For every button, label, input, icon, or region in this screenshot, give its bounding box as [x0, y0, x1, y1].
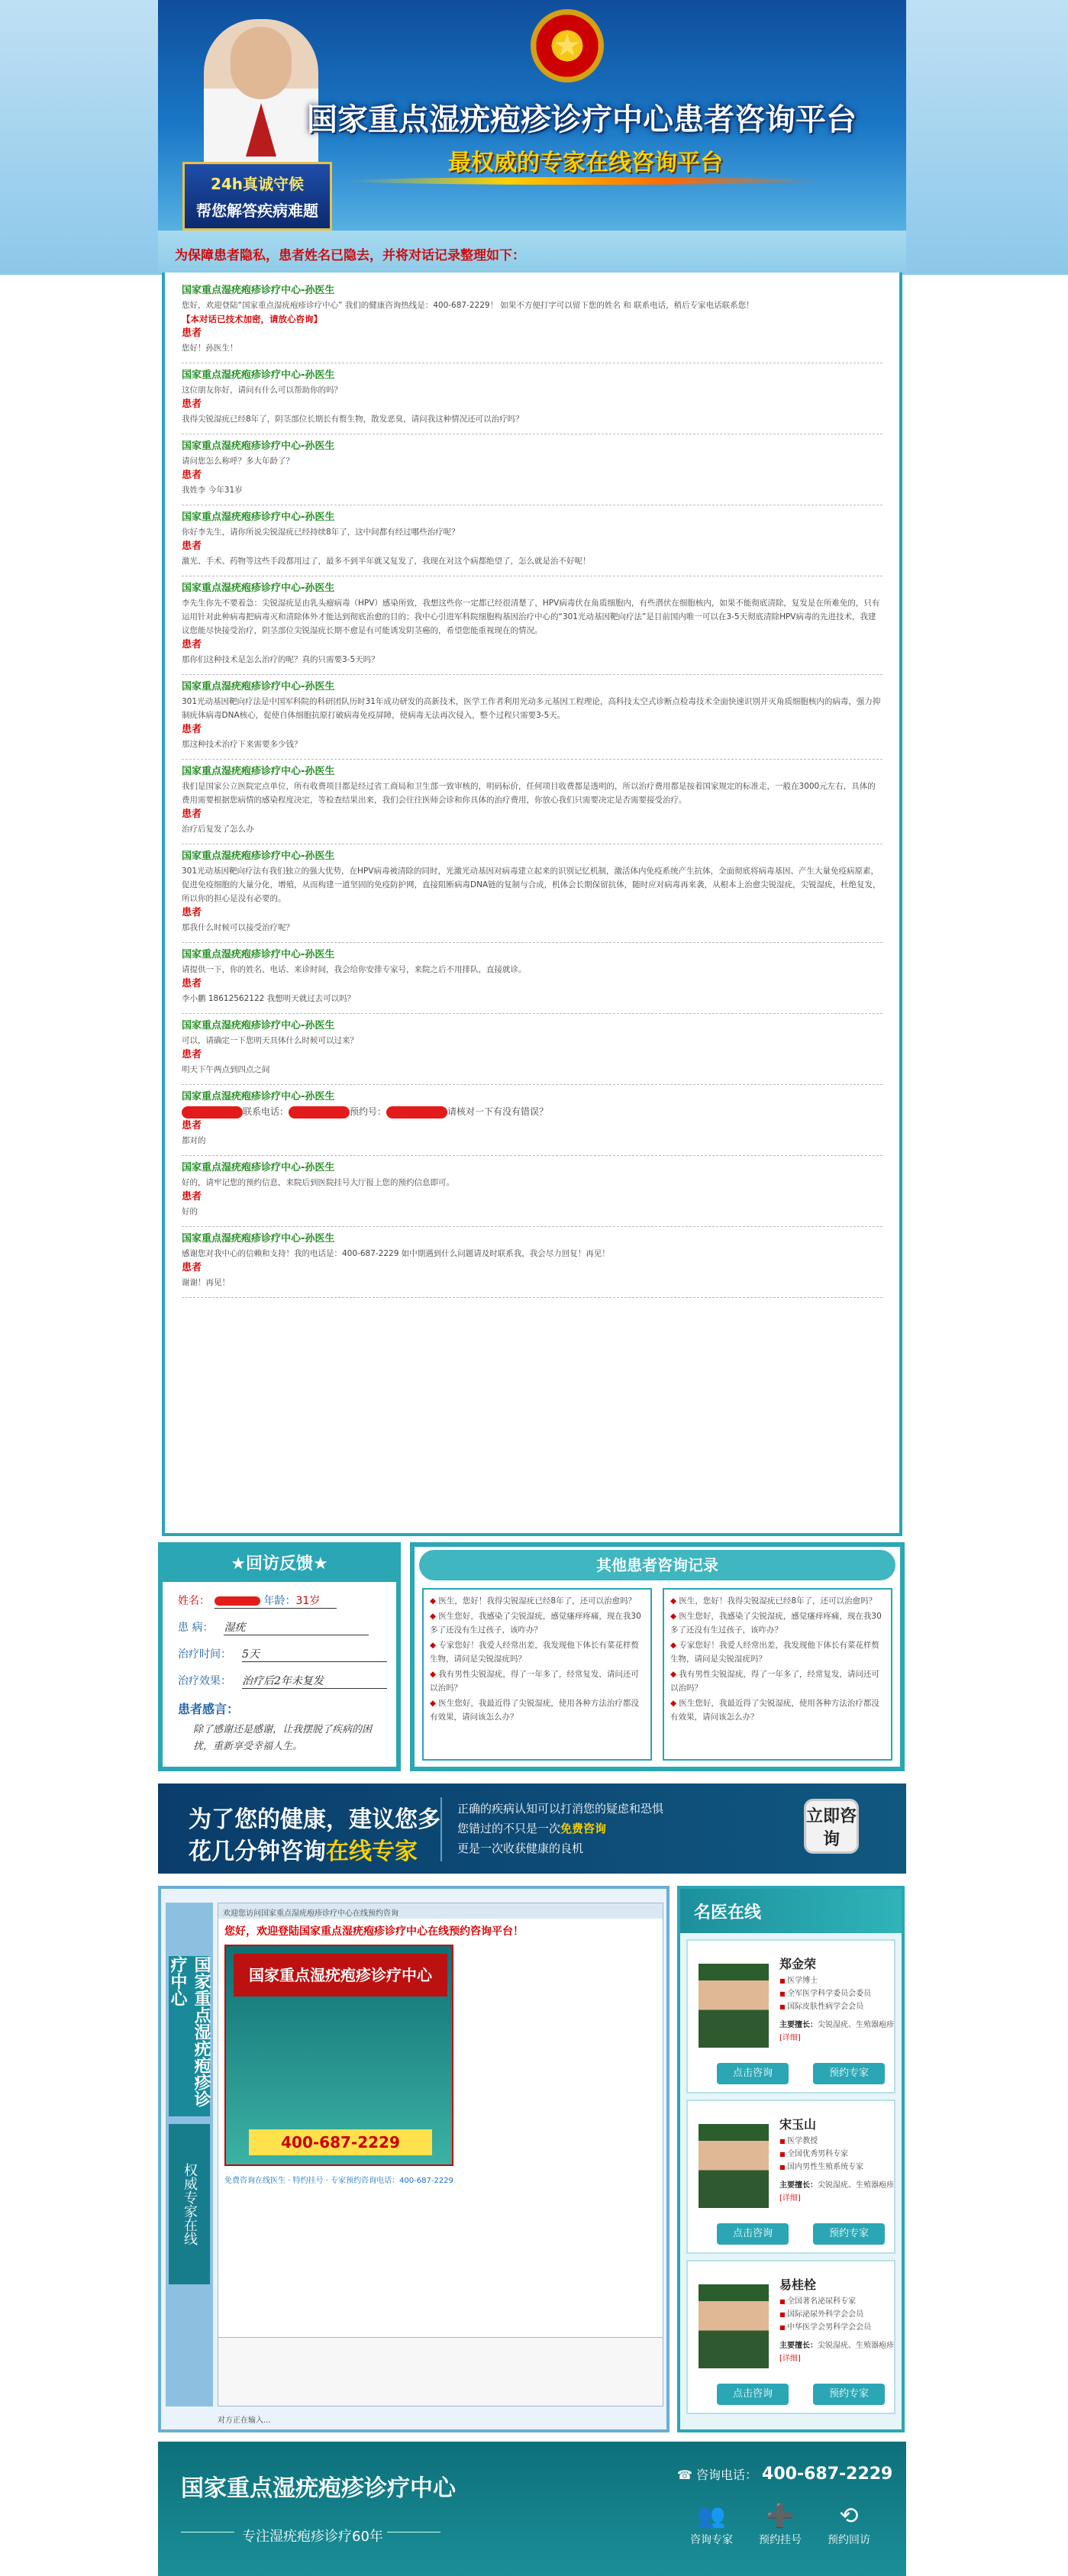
name-label: 姓名： — [178, 1595, 210, 1607]
record-item[interactable]: ◆ 医生，您好！我得尖锐湿疣已经8年了，还可以治愈吗？ — [430, 1594, 644, 1608]
sidebar-subtitle: 权威专家在线 — [169, 2124, 210, 2284]
chat-window-sidebar — [166, 1903, 213, 2407]
speaker-center: 国家重点湿疣疱疹诊疗中心- — [182, 285, 305, 296]
patient-speaker: 患者 — [182, 724, 202, 735]
chat-message — [182, 1014, 882, 1085]
patient-text: 治疗后复发了怎么办 — [182, 825, 254, 834]
cta-r3: 更是一次收获健康的良机 — [457, 1842, 584, 1855]
doctors-list — [680, 1939, 902, 2414]
patient-text: 那你们这种技术是怎么治疗的呢？真的只需要3-5天吗？ — [182, 655, 379, 664]
footer-register[interactable] — [753, 2501, 807, 2547]
consult-button[interactable]: 点击咨询 — [717, 2384, 789, 2405]
doctor-text: 我们是国家公立医院定点单位，所有收费项目都是经过省工商局和卫生部一致审核的，明码标价，任何项目收费都是透明的，所以治疗费用都是按着国家规定的标准走，一般在3000元左右，具体的费用需要根据您病情的感染程度决定，等检查结果出来，我们会往往医师会诊和你具体的治疗费用，你放心我们只需要决定是否需要接受治疗。 — [182, 782, 876, 805]
redacted-name — [215, 1596, 260, 1606]
thanks-text: 除了感谢还是感谢，让我摆脱了疾病的困扰，重新享受幸福人生。 — [193, 1724, 373, 1752]
time-value: 5天 — [242, 1646, 387, 1662]
doctor-text: 可以，请确定一下您明天具体什么时候可以过来？ — [182, 1036, 358, 1045]
patient-speaker: 患者 — [182, 399, 202, 410]
feedback-effect-row — [178, 1673, 396, 1689]
chat-message — [182, 434, 882, 505]
booking-label: 预约号： — [350, 1106, 387, 1117]
footer-revisit-label: 预约回访 — [828, 2534, 870, 2546]
doctor-specialty — [779, 2339, 894, 2365]
doctor-speaker — [182, 283, 882, 299]
record-item[interactable]: ◆ 医生您好，我感染了尖锐湿疣，感觉瘙痒疼痛，现在我30多了还没有生过孩子，该咋办？ — [670, 1609, 885, 1637]
speaker-doctor: 孙医生 — [305, 1020, 335, 1031]
speaker-doctor: 孙医生 — [305, 583, 335, 594]
record-item[interactable]: ◆ 我有男性尖锐湿疣，得了一年多了，经常复发，请问还可以治吗？ — [670, 1667, 885, 1695]
speaker-doctor: 孙医生 — [305, 851, 335, 862]
speaker-doctor: 孙医生 — [305, 1091, 335, 1102]
speaker-center: 国家重点湿疣疱疹诊疗中心- — [182, 583, 305, 594]
chat-message — [182, 760, 882, 844]
doctor-text: 请提供一下，你的姓名、电话、来诊时间，我会给你安排专家号，来院之后不用排队，直接就诊。 — [182, 965, 527, 974]
doctor-title-item: ■ 全国著名泌尿科专家 — [779, 2295, 871, 2308]
record-item[interactable]: ◆ 专家您好！我爱人经常出差，我发现他下体长有菜花样赘生物，请问是尖锐湿疣吗？ — [430, 1638, 644, 1666]
speaker-doctor: 孙医生 — [305, 370, 335, 381]
consult-banner[interactable] — [158, 1784, 906, 1874]
doctor-photo — [699, 1964, 769, 2048]
chat-message — [182, 505, 882, 576]
feedback-disease-row — [178, 1619, 396, 1635]
patient-text: 明天下午两点到四点之间 — [182, 1065, 270, 1074]
tel-label: 咨询电话： — [696, 2468, 758, 2482]
tel-number: 400-687-2229 — [762, 2465, 893, 2484]
speaker-doctor: 孙医生 — [305, 512, 335, 523]
speaker-center: 国家重点湿疣疱疹诊疗中心- — [182, 1020, 305, 1031]
speaker-center: 国家重点湿疣疱疹诊疗中心- — [182, 512, 305, 523]
speaker-center: 国家重点湿疣疱疹诊疗中心- — [182, 441, 305, 452]
chat-message — [182, 943, 882, 1014]
privacy-notice: 为保障患者隐私，患者姓名已隐去，并将对话记录整理如下： — [158, 231, 906, 273]
speaker-center: 国家重点湿疣疱疹诊疗中心- — [182, 681, 305, 692]
record-item[interactable]: ◆ 医生您好，我最近得了尖锐湿疣，使用各种方法治疗都没有效果，请问该怎么办？ — [430, 1696, 644, 1724]
doctor-speaker — [182, 764, 882, 780]
cta-line2b: 在线专家 — [326, 1838, 418, 1865]
speaker-center: 国家重点湿疣疱疹诊疗中心- — [182, 851, 305, 862]
doctor-title-item: ■ 国内男性生殖系统专家 — [779, 2161, 863, 2174]
doctor-name: 郑金荣 — [779, 1957, 817, 1971]
effect-label: 治疗效果： — [178, 1675, 231, 1687]
doctor-titles — [779, 2135, 863, 2174]
chat-message — [182, 1227, 882, 1298]
speaker-doctor: 孙医生 — [305, 766, 335, 777]
other-records-right — [663, 1588, 892, 1761]
time-label: 治疗时间： — [178, 1648, 231, 1661]
chat-message — [182, 576, 882, 675]
other-records-title: 其他患者咨询记录 — [419, 1550, 895, 1580]
chat-message — [182, 844, 882, 943]
speaker-center: 国家重点湿疣疱疹诊疗中心- — [182, 370, 305, 381]
patient-text: 我姓李 今年31岁 — [182, 486, 243, 495]
cta-divider — [440, 1797, 442, 1861]
chat-input-area[interactable] — [218, 2337, 663, 2406]
patient-speaker: 患者 — [182, 328, 202, 339]
age-label: 年龄： — [263, 1595, 296, 1607]
patient-speaker: 患者 — [182, 1049, 202, 1060]
other-records-panel — [410, 1542, 905, 1771]
doctor-name: 宋玉山 — [779, 2117, 817, 2132]
badge-line2: 帮您解答疾病难题 — [196, 202, 318, 220]
patient-text: 激光、手术、药物等这些手段都用过了，最多不到半年就又复发了，我现在对这个病都绝望了，怎么就是治不好呢！ — [182, 557, 591, 566]
banner-title: 国家重点湿疣疱疹诊疗中心患者咨询平台 — [307, 102, 857, 137]
cta-r1: 正确的疾病认知可以打消您的疑虑和恐惧 — [457, 1802, 664, 1816]
footer-register-label: 预约挂号 — [759, 2534, 802, 2546]
reserve-button[interactable]: 预约专家 — [813, 2063, 885, 2084]
doctor-photo — [699, 2124, 769, 2208]
speaker-doctor: 孙医生 — [305, 681, 335, 692]
detail-link[interactable]: [详细] — [779, 2034, 801, 2042]
footer-revisit[interactable] — [822, 2501, 876, 2547]
speaker-doctor: 孙医生 — [305, 285, 335, 296]
doctor-speaker — [182, 1018, 882, 1034]
speaker-center: 国家重点湿疣疱疹诊疗中心- — [182, 1233, 305, 1244]
specialty-value: 尖锐湿疣、生殖器疱疹 — [818, 2021, 894, 2029]
chat-window-preview[interactable] — [158, 1886, 670, 2432]
disease-label: 患 病： — [178, 1622, 214, 1634]
banner-swoosh — [349, 177, 822, 185]
cta-line2a: 花几分钟咨询 — [189, 1838, 326, 1865]
doctor-card — [686, 2100, 895, 2254]
patient-speaker: 患者 — [182, 541, 202, 552]
doctors-online-panel — [677, 1886, 905, 2432]
chat-message — [182, 279, 882, 363]
doctor-text: 好的，请牢记您的预约信息，来院后到医院挂号大厅报上您的预约信息即可。 — [182, 1178, 454, 1187]
chat-transcript — [162, 273, 902, 1536]
chat-foot-links[interactable]: 免费咨询在线医生 · 特约挂号 · 专家预约咨询电话：400-687-2229 — [224, 2177, 453, 2185]
doctor-title-item: ■ 中华医学会男科学会会员 — [779, 2321, 871, 2334]
patient-speaker: 患者 — [182, 1120, 202, 1131]
footer-consult[interactable] — [685, 2501, 738, 2547]
detail-link[interactable]: [详细] — [779, 2194, 801, 2203]
doctor-text: 李先生你先不要着急：尖锐湿疣是由乳头瘤病毒（HPV）感染所致，我想这些你一定都已经很清楚了，HPV病毒伏在角质细胞内，有些潜伏在细胞核内，如果不能彻底清除，复发是在所难免的，只有运用针对此种病毒把病毒灭和清除体外才能达到彻底治愈的目的；我中心引进军科院细胞构基因治疗中心的“301光动基因靶向疗法”是目前国内唯一可以在3-5天彻底清除HPV病毒的先进技术，我建议您能尽快接受治疗，阴茎部位尖锐湿疣长期不愈是有可能诱发阴茎癌的，希望您能重视现在的情况。 — [182, 599, 880, 635]
patient-speaker: 患者 — [182, 470, 202, 481]
doctor-text: 301光动基因靶向疗法有我们独立的强大优势，在HPV病毒被清除的同时，光激光动基因对病毒建立起来的识别记忆机制，激活体内免疫系统产生抗体，全面彻底将病毒基因、产生大量免疫病原素，促进免疫细胞的大量分化，增殖，从而构建一道坚固的免疫防护网，直接阻断病毒DNA链的复制与合成，机体会长期保留抗体，随时应对病毒再来袭，从根本上治愈尖锐湿疣，尖锐湿疣，杜绝复发，所以你的担心是没有必要的。 — [182, 867, 881, 903]
cta-right-text — [457, 1799, 663, 1858]
banner-subtitle: 最权威的专家在线咨询平台 — [448, 150, 723, 176]
record-item[interactable]: ◆ 医生您好，我最近得了尖锐湿疣，使用各种方法治疗都没有效果，请问该怎么办？ — [670, 1696, 885, 1724]
feedback-time-row — [178, 1646, 396, 1662]
specialty-label: 主要擅长： — [779, 2342, 818, 2350]
chat-window-titlebar: 欢迎您访问国家重点湿疣疱疹诊疗中心在线预约咨询 — [218, 1903, 663, 1919]
cta-r2b: 免费咨询 — [560, 1822, 607, 1835]
doctor-photo — [699, 2284, 769, 2368]
specialty-label: 主要擅长： — [779, 2021, 818, 2029]
national-emblem-icon: ★ — [531, 9, 604, 82]
doctor-title-item: ■ 医学教授 — [779, 2135, 863, 2148]
specialty-value: 尖锐湿疣、生殖器疱疹 — [818, 2181, 894, 2190]
doctor-card — [686, 2260, 895, 2414]
doctor-titles — [779, 1974, 871, 2013]
patient-text: 都对的 — [182, 1136, 206, 1145]
doctor-text: 这位朋友你好，请问有什么可以帮助你的吗？ — [182, 386, 342, 395]
speaker-center: 国家重点湿疣疱疹诊疗中心- — [182, 949, 305, 960]
patient-text: 那我什么时候可以接受治疗呢？ — [182, 923, 294, 932]
page-wrapper — [158, 0, 906, 2576]
consult-now-button[interactable]: 立即咨询 — [804, 1799, 859, 1854]
consult-icon: 👥 — [697, 2503, 726, 2529]
chat-ad-image — [224, 1945, 453, 2166]
doctor-card — [686, 1939, 895, 2093]
cta-r2a: 您错过的不只是一次 — [457, 1822, 561, 1835]
doctor-text: 感谢您对我中心的信赖和支持！我的电话是：400-687-2229 如中期遇到什么问题请及时联系我，我会尽力回复！再见！ — [182, 1249, 610, 1258]
name-value — [215, 1593, 337, 1609]
feedback-title: ★回访反馈★ — [163, 1547, 396, 1582]
service-badge — [182, 162, 332, 231]
doctors-title: 名医在线 — [680, 1889, 902, 1933]
sidebar-title: 国家重点湿疣疱疹诊疗中心 — [169, 1956, 210, 2116]
cta-r2 — [457, 1819, 663, 1838]
patient-speaker: 患者 — [182, 809, 202, 820]
patient-speaker: 患者 — [182, 1262, 202, 1273]
detail-link[interactable]: [详细] — [779, 2355, 801, 2363]
patient-text: 我得尖锐湿疣已经8年了，阴茎部位长期长有赘生物，散发恶臭，请问我这种情况还可以治疗吗？ — [182, 415, 524, 424]
chat-message — [182, 675, 882, 760]
doctor-text: 301光动基因靶向疗法是中国军科院的科研团队历时31年成功研发的高新技术，医学工作者利用光动多元基因工程理论，高科技太空式诊断点检毒技术全面快速识别并灭角质细胞核内的病毒，强力抑制疣体病毒DNA核心，促使自体细胞抗原打破病毒免疫屏障，使病毒无法再次侵入，整个过程只需要3-5天。 — [182, 697, 881, 720]
revisit-icon: ⟲ — [839, 2503, 859, 2529]
doctor-title-item: ■ 全国优秀男科专家 — [779, 2148, 863, 2161]
ad-phone: 400-687-2229 — [249, 2129, 432, 2155]
patient-speaker: 患者 — [182, 1191, 202, 1202]
chat-window-main — [218, 1903, 663, 2407]
doctor-speaker — [182, 1089, 882, 1105]
reserve-button[interactable]: 预约专家 — [813, 2384, 885, 2405]
record-item[interactable]: ◆ 医生您好，我感染了尖锐湿疣，感觉瘙痒疼痛，现在我30多了还没有生过孩子，该咋办？ — [430, 1609, 644, 1637]
doctor-speaker — [182, 368, 882, 383]
doctor-speaker — [182, 680, 882, 695]
doctor-name: 易桂栓 — [779, 2277, 817, 2292]
footer-name: 国家重点湿疣疱疹诊疗中心 — [181, 2475, 456, 2502]
consult-button[interactable]: 点击咨询 — [717, 2223, 789, 2245]
redacted-phone — [289, 1106, 350, 1119]
footer — [158, 2442, 906, 2576]
speaker-center: 国家重点湿疣疱疹诊疗中心- — [182, 1091, 305, 1102]
doctor-specialty — [779, 2179, 894, 2205]
doctor-text: 您好，欢迎登陆“国家重点湿疣疱疹诊疗中心” 我们的健康咨询热线是：400-687-2229！ 如果不方便打字可以留下您的姓名 和 联系电话，稍后专家电话联系您！ — [182, 301, 754, 310]
doctor-title-item: ■ 医学博士 — [779, 1974, 871, 1987]
consult-button[interactable]: 点击咨询 — [717, 2063, 789, 2084]
patient-text: 那这种技术治疗下来需要多少钱？ — [182, 740, 302, 749]
chat-message — [182, 1085, 882, 1156]
speaker-doctor: 孙医生 — [305, 949, 335, 960]
patient-speaker: 患者 — [182, 639, 202, 650]
doctor-text: 请问您怎么称呼？多大年龄了？ — [182, 457, 294, 466]
record-item[interactable]: ◆ 专家您好！我爱人经常出差，我发现他下体长有菜花样赘生物，请问是尖锐湿疣吗？ — [670, 1638, 885, 1666]
doctor-speaker — [182, 1232, 882, 1247]
badge-line1: 24h真诚守候 — [210, 175, 305, 193]
doctor-title-item: ■ 国际泌尿外科学会会员 — [779, 2308, 871, 2321]
patient-speaker: 患者 — [182, 978, 202, 989]
age-value: 31岁 — [295, 1595, 321, 1607]
patient-speaker: 患者 — [182, 907, 202, 918]
doctor-speaker — [182, 439, 882, 454]
encryption-notice: 【本对话已技术加密，请放心咨询】 — [182, 314, 322, 324]
cta-line1: 为了您的健康，建议您多 — [189, 1806, 440, 1833]
redacted-name — [182, 1106, 243, 1119]
patient-text: 李小鹏 18612562122 我想明天就过去可以吗？ — [182, 994, 356, 1003]
disease-value: 湿疣 — [224, 1619, 369, 1635]
register-icon: ➕ — [766, 2503, 795, 2529]
doctor-title-item: ■ 国际皮肤性病学会会员 — [779, 2000, 871, 2013]
cta-line2 — [189, 1832, 418, 1866]
specialty-label: 主要擅长： — [779, 2181, 818, 2190]
record-item[interactable]: ◆ 医生，您好！我得尖锐湿疣已经8年了，还可以治愈吗？ — [670, 1594, 885, 1608]
speaker-center: 国家重点湿疣疱疹诊疗中心- — [182, 766, 305, 777]
footer-consult-label: 咨询专家 — [690, 2534, 733, 2546]
chat-status: 对方正在输入... — [218, 2416, 271, 2425]
speaker-center: 国家重点湿疣疱疹诊疗中心- — [182, 1162, 305, 1173]
patient-text: 好的 — [182, 1207, 198, 1216]
record-item[interactable]: ◆ 我有男性尖锐湿疣，得了一年多了，经常复发，请问还可以治吗？ — [430, 1667, 644, 1695]
reserve-button[interactable]: 预约专家 — [813, 2223, 885, 2245]
patient-text: 谢谢！再见！ — [182, 1278, 230, 1287]
chat-message — [182, 1156, 882, 1227]
doctor-specialty — [779, 2019, 894, 2045]
patient-text: 您好！孙医生！ — [182, 344, 238, 353]
speaker-doctor: 孙医生 — [305, 1162, 335, 1173]
other-records-left — [422, 1588, 652, 1761]
doctor-speaker — [182, 581, 882, 596]
chat-message — [182, 363, 882, 434]
speaker-doctor: 孙医生 — [305, 1233, 335, 1244]
feedback-panel — [158, 1542, 401, 1771]
header-banner — [158, 0, 906, 231]
doctor-speaker — [182, 849, 882, 864]
specialty-value: 尖锐湿疣、生殖器疱疹 — [818, 2342, 894, 2350]
thanks-label: 患者感言： — [178, 1702, 240, 1716]
doctor-speaker — [182, 1160, 882, 1176]
footer-slogan: 专注湿疣疱疹诊疗60年 — [242, 2529, 383, 2545]
doctor-titles — [779, 2295, 871, 2334]
effect-value: 治疗后2年未复发 — [242, 1673, 387, 1689]
feedback-name-row — [178, 1593, 396, 1609]
doctor-speaker — [182, 947, 882, 963]
phone-icon: ☎ — [677, 2468, 697, 2482]
doctor-speaker — [182, 510, 882, 525]
doctor-text: 你好李先生，请你所说尖锐湿疣已经持续8年了，这中间都有经过哪些治疗呢？ — [182, 528, 460, 537]
footer-phone[interactable] — [677, 2465, 892, 2484]
confirm-question: 请核对一下有没有错误？ — [447, 1106, 549, 1117]
speaker-doctor: 孙医生 — [305, 441, 335, 452]
doctor-title-item: ■ 全军医学科学委员会委员 — [779, 1987, 871, 2000]
phone-label: 联系电话： — [243, 1106, 289, 1117]
doctor-text — [182, 1105, 882, 1119]
redacted-booking — [386, 1106, 447, 1119]
chat-greeting: 您好，欢迎登陆国家重点湿疣疱疹诊疗中心在线预约咨询平台！ — [224, 1926, 524, 1938]
ad-title: 国家重点湿疣疱疹诊疗中心 — [234, 1954, 447, 1997]
